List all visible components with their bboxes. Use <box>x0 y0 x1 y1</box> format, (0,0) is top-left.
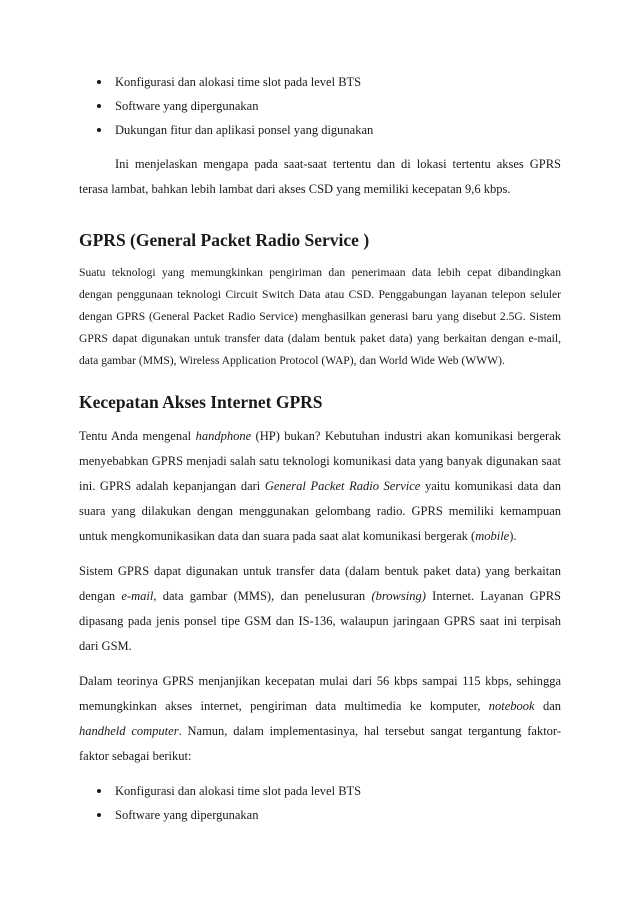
bullet-icon <box>97 813 101 817</box>
bullet-icon <box>97 80 101 84</box>
text-run: Internet. Layanan GPRS dipasang pada jenis ponsel tipe GSM dan IS-136, walaupun jaringaan GPRS saat ini terpisah dari GSM. <box>79 589 561 653</box>
italic-run: mobile <box>475 529 510 543</box>
bullet-list-top <box>79 70 561 142</box>
spacer <box>79 202 561 228</box>
section-heading-kecepatan: Kecepatan Akses Internet GPRS <box>79 392 323 412</box>
list-item-text: Software yang dipergunakan <box>115 99 259 113</box>
bullet-list-bottom <box>79 779 561 827</box>
list-item <box>115 779 561 803</box>
text-run: Dalam teorinya GPRS menjanjikan kecepatan mulai dari 56 kbps sampai 115 kbps, sehingga memungkinkan akses internet, pengiriman data multimedia ke komputer, <box>79 674 561 713</box>
text-run: dan <box>534 699 561 713</box>
list-item-text: Konfigurasi dan alokasi time slot pada level BTS <box>115 75 362 89</box>
kecepatan-paragraph-2 <box>79 559 561 659</box>
bullet-icon <box>97 789 101 793</box>
italic-run: handheld computer <box>79 724 179 738</box>
list-item <box>115 94 561 118</box>
list-item <box>115 118 561 142</box>
list-item <box>115 803 561 827</box>
text-run: . Namun, dalam implementasinya, hal tersebut sangat tergantung faktor-faktor sebagai berikut: <box>79 724 562 763</box>
italic-run: handphone <box>195 429 252 443</box>
kecepatan-paragraph-3 <box>79 669 561 769</box>
gprs-definition-paragraph: Suatu teknologi yang memungkinkan pengiriman dan penerimaan data lebih cepat dibandingkan dengan penggunaan teknologi Circuit Switch Data atau CSD. Penggabungan layanan telepon seluler dengan GPRS (General Packet Radio Service) menghasilkan generasi baru yang disebut 2.5G. Sistem GPRS dapat digunakan untuk transfer data (dalam bentuk paket data) yang berkaitan dengan e-mail, data gambar (MMS), Wireless Application Protocol (WAP), dan World Wide Web (WWW). <box>79 266 561 367</box>
list-item-text: Konfigurasi dan alokasi time slot pada level BTS <box>115 784 362 798</box>
italic-run: General Packet Radio Service <box>264 479 421 493</box>
bullet-icon <box>97 128 101 132</box>
spacer <box>79 372 561 390</box>
spacer <box>79 414 561 424</box>
spacer <box>79 142 561 152</box>
text-run: , data gambar (MMS), dan penelusuran <box>153 589 372 603</box>
spacer <box>79 252 561 262</box>
section-heading-gprs: GPRS (General Packet Radio Service ) <box>79 230 370 250</box>
bullet-icon <box>97 104 101 108</box>
spacer <box>79 549 561 559</box>
text-run: yaitu komunikasi data dan suara yang dilakukan dengan menggunakan gelombang radio. GPRS memiliki kemampuan untuk mengkomunikasikan data dan suara pada saat alat komunikasi bergerak ( <box>79 479 561 543</box>
spacer <box>79 769 561 779</box>
text-run: Sistem GPRS dapat digunakan untuk transfer data (dalam bentuk paket data) yang berkaitan dengan <box>79 564 561 603</box>
italic-run: notebook <box>488 699 535 713</box>
intro-paragraph: Ini menjelaskan mengapa pada saat-saat tertentu dan di lokasi tertentu akses GPRS terasa lambat, bahkan lebih lambat dari akses CSD yang memiliki kecepatan 9,6 kbps. <box>79 157 561 196</box>
kecepatan-paragraph-1 <box>79 424 561 549</box>
list-item-text: Dukungan fitur dan aplikasi ponsel yang digunakan <box>115 123 374 137</box>
text-run: (HP) bukan? Kebutuhan industri akan komunikasi bergerak menyebabkan GPRS menjadi salah satu teknologi komunikasi data yang banyak digunakan saat ini. GPRS adalah kepanjangan dari <box>79 429 561 493</box>
text-run: Tentu Anda mengenal <box>79 429 196 443</box>
italic-run: (browsing) <box>371 589 426 603</box>
list-item-text: Software yang dipergunakan <box>115 808 259 822</box>
italic-run: e-mail <box>121 589 154 603</box>
list-item <box>115 70 561 94</box>
text-run: ). <box>509 529 517 543</box>
spacer <box>79 659 561 669</box>
document-body <box>79 70 561 827</box>
